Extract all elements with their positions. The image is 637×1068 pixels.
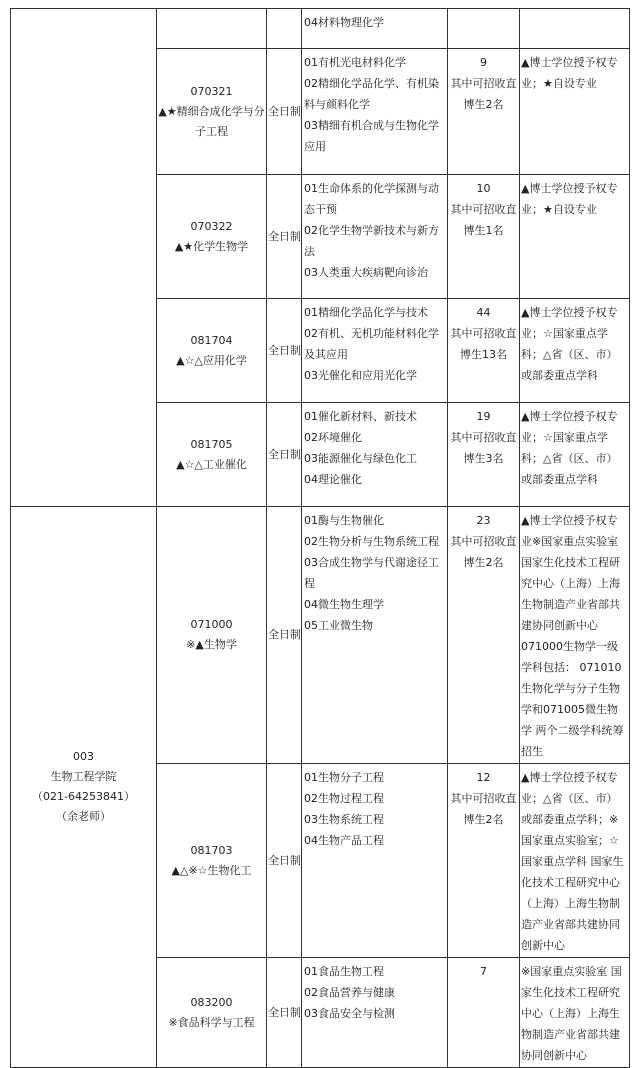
- notes-cell: [520, 958, 630, 1068]
- department-contact: （余老师）: [56, 810, 111, 823]
- program-code: 083200: [190, 995, 233, 1009]
- quota-note: 其中可招收直博生3名: [450, 431, 517, 465]
- notes-text: ▲博士学位授予权专业；☆国家重点学科；△省（区、市）或部委重点学科: [521, 410, 618, 486]
- research-directions-cell: [302, 9, 448, 49]
- quota-note: 其中可招收直博生2名: [450, 792, 517, 826]
- program-name: ※▲生物学: [186, 638, 237, 651]
- quota-cell: [448, 299, 520, 403]
- admissions-catalog-table: [10, 8, 630, 1068]
- study-mode-cell: 全日制: [267, 175, 302, 299]
- direction-item: 02化学生物学新技术与新方法: [304, 224, 439, 258]
- program-name: ▲△※☆生物化工: [171, 863, 252, 877]
- quota-cell: [448, 507, 520, 764]
- program-cell: [157, 507, 267, 764]
- quota-number: 44: [476, 306, 491, 319]
- research-directions-cell: [302, 958, 448, 1068]
- department-cell: [11, 507, 157, 1068]
- quota-number: 7: [480, 965, 487, 978]
- program-code: 081705: [190, 437, 233, 451]
- program-name: ▲☆△工业催化: [176, 457, 247, 471]
- quota-cell: [448, 49, 520, 175]
- program-code: 070322: [190, 219, 233, 233]
- direction-item: 01食品生物工程: [304, 965, 384, 978]
- direction-item: 01酶与生物催化: [304, 514, 384, 527]
- research-directions-cell: [302, 49, 448, 175]
- direction-item: 03人类重大疾病靶向诊治: [304, 266, 428, 279]
- research-directions-cell: [302, 507, 448, 764]
- department-name: 生物工程学院: [50, 770, 117, 783]
- study-mode-cell: 全日制: [267, 49, 302, 175]
- program-cell: [157, 958, 267, 1068]
- direction-item: 01有机光电材料化学: [304, 56, 406, 69]
- quota-note: 其中可招收直博生13名: [450, 327, 517, 361]
- direction-item: 02食品营养与健康: [304, 986, 395, 999]
- direction-item: 03能源催化与绿色化工: [304, 452, 417, 465]
- program-cell: [157, 49, 267, 175]
- quota-number: 9: [480, 56, 487, 69]
- direction-item: 01催化新材料、新技术: [304, 410, 417, 423]
- notes-text: ▲博士学位授予权专业；☆国家重点学科；△省（区、市）或部委重点学科: [521, 306, 618, 382]
- table-row: [11, 9, 630, 49]
- research-directions-cell: [302, 403, 448, 507]
- quota-cell: [448, 9, 520, 49]
- quota-cell: [448, 175, 520, 299]
- direction-item: 02精细化学品化学、有机染料与颜料化学: [304, 77, 439, 111]
- direction-item: 04生物产品工程: [304, 834, 384, 847]
- study-mode-cell: 全日制: [267, 299, 302, 403]
- direction-item: 02生物分析与生物系统工程: [304, 535, 439, 548]
- notes-text: ▲博士学位授予权专业；△省（区、市）或部委重点学科；※国家重点实验室；☆国家重点学科 国家生化技术工程研究中心（上海）上海生物制造产业省部共建协同创新中心: [521, 771, 624, 952]
- quota-number: 19: [476, 410, 491, 423]
- department-phone: （021-64253841）: [32, 790, 135, 803]
- study-mode-cell: 全日制: [267, 507, 302, 764]
- notes-text: ▲博士学位授予权专业；★自设专业: [521, 182, 618, 216]
- direction-item: 03合成生物学与代谢途径工程: [304, 556, 439, 590]
- notes-cell: [520, 49, 630, 175]
- direction-item: 02生物过程工程: [304, 792, 384, 805]
- department-code: 003: [73, 750, 94, 763]
- notes-text: ※国家重点实验室 国家生化技术工程研究中心（上海）上海生物制造产业省部共建协同创新中心: [521, 965, 622, 1062]
- notes-cell: [520, 764, 630, 958]
- program-code: 081703: [190, 843, 233, 857]
- notes-cell: [520, 403, 630, 507]
- quota-note: 其中可招收直博生2名: [450, 535, 517, 569]
- direction-item: 03生物系统工程: [304, 813, 384, 826]
- notes-text: ▲博士学位授予权专业※国家重点实验室 国家生化技术工程研究中心（上海）上海生物制造产业省部共建协同创新中心 071000生物学一级学科包括： 071010生物化学与分子生物学和071005微生物学 两个二级学科统筹招生: [521, 514, 624, 758]
- quota-cell: [448, 764, 520, 958]
- direction-item: 03食品安全与检测: [304, 1007, 395, 1020]
- program-name: ※食品科学与工程: [168, 1015, 255, 1029]
- study-mode-cell: 全日制: [267, 403, 302, 507]
- program-code: 081704: [190, 333, 233, 347]
- program-cell: [157, 299, 267, 403]
- table-row: [11, 507, 630, 764]
- notes-cell: [520, 9, 630, 49]
- program-name: ▲★化学生物学: [174, 239, 249, 253]
- quota-number: 23: [476, 514, 491, 527]
- direction-item: 05工业微生物: [304, 619, 373, 632]
- direction-item: 02环境催化: [304, 431, 362, 444]
- notes-cell: [520, 175, 630, 299]
- program-cell: [157, 175, 267, 299]
- research-directions-cell: [302, 175, 448, 299]
- study-mode-cell: [267, 9, 302, 49]
- direction-item: 04微生物生理学: [304, 598, 384, 611]
- program-name: ▲★精细合成化学与分子工程: [158, 104, 265, 138]
- direction-item: 04理论催化: [304, 473, 362, 486]
- program-cell: [157, 9, 267, 49]
- program-cell: [157, 403, 267, 507]
- quota-cell: [448, 958, 520, 1068]
- notes-cell: [520, 507, 630, 764]
- quota-number: 10: [476, 182, 491, 195]
- quota-note: 其中可招收直博生2名: [450, 77, 517, 111]
- study-mode-cell: 全日制: [267, 764, 302, 958]
- study-mode-cell: 全日制: [267, 958, 302, 1068]
- research-directions-cell: [302, 764, 448, 958]
- notes-text: ▲博士学位授予权专业；★自设专业: [521, 56, 618, 90]
- direction-item: 01精细化学品化学与技术: [304, 306, 428, 319]
- direction-item: 03光催化和应用光化学: [304, 369, 417, 382]
- quota-cell: [448, 403, 520, 507]
- program-code: 071000: [190, 618, 233, 631]
- quota-note: 其中可招收直博生1名: [450, 203, 517, 237]
- program-code: 070321: [190, 84, 233, 98]
- direction-item: 01生物分子工程: [304, 771, 384, 784]
- direction-item: 03精细有机合成与生物化学应用: [304, 119, 439, 153]
- notes-cell: [520, 299, 630, 403]
- direction-item: 02有机、无机功能材料化学及其应用: [304, 327, 439, 361]
- direction-item: 04材料物理化学: [304, 16, 384, 29]
- research-directions-cell: [302, 299, 448, 403]
- department-cell: [11, 9, 157, 507]
- direction-item: 01生命体系的化学探测与动态干预: [304, 182, 439, 216]
- quota-number: 12: [476, 771, 491, 784]
- program-name: ▲☆△应用化学: [176, 353, 247, 367]
- program-cell: [157, 764, 267, 958]
